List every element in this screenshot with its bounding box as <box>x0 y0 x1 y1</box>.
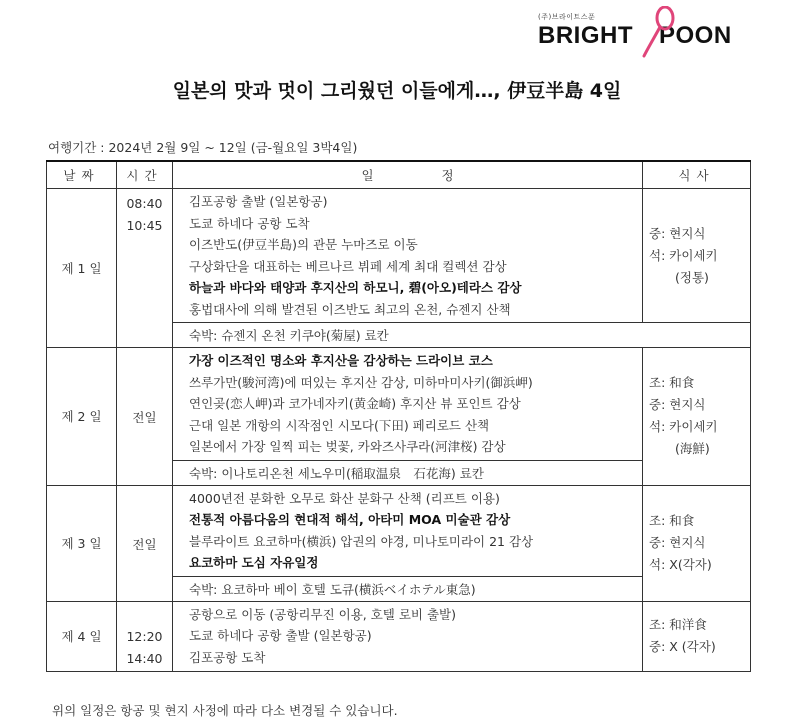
schedule-item: 블루라이트 요코하마(横浜) 압권의 야경, 미나토미라이 21 감상 <box>189 533 534 549</box>
header-meal: 식사 <box>643 161 751 189</box>
meal-item: 조: 和洋食 <box>649 617 707 632</box>
schedule-item: 전통적 아름다움의 현대적 해석, 아타미 MOA 미술관 감상 <box>189 512 511 527</box>
schedule-item: 근대 일본 개항의 시작점인 시모다(下田) 페리로드 산책 <box>189 417 490 433</box>
time-entry: 14:40 <box>126 650 163 666</box>
day-row <box>47 601 751 671</box>
schedule-item: 공항으로 이동 (공항리무진 이용, 호텔 로비 출발) <box>189 606 456 622</box>
brand-wordmark <box>538 22 732 50</box>
itinerary-table <box>46 160 751 672</box>
schedule-item: 도쿄 하네다 공항 도착 <box>189 215 310 231</box>
day-label: 제 1 일 <box>47 189 117 348</box>
meal-item: 조: 和食 <box>649 375 695 391</box>
time-cell <box>117 348 173 486</box>
day-row <box>47 189 751 323</box>
meal-item: 중: 현지식 <box>649 535 706 550</box>
meal-item: 중: X (각자) <box>649 639 716 654</box>
schedule-item: 가장 이즈적인 명소와 후지산을 감상하는 드라이브 코스 <box>189 353 493 368</box>
schedule-item: 쓰루가만(駿河湾)에 떠있는 후지산 감상, 미하마미사키(御浜岬) <box>189 374 533 390</box>
brand-logo <box>538 12 738 58</box>
time-entry: 12:20 <box>126 628 163 644</box>
header-day: 날짜 <box>47 161 117 189</box>
schedule-item: 김포공항 출발 (일본항공) <box>189 194 328 209</box>
day-label: 제 2 일 <box>47 348 117 486</box>
meal-item: 석: 카이세키 <box>649 247 718 263</box>
schedule-item: 요코하마 도심 자유일정 <box>189 555 319 570</box>
schedule-cell <box>173 601 643 671</box>
day-label: 제 3 일 <box>47 485 117 601</box>
schedule-item: 하늘과 바다와 태양과 후지산의 하모니, 碧(아오)테라스 감상 <box>189 280 522 295</box>
meal-item: 조: 和食 <box>649 513 695 528</box>
day-row <box>47 348 751 461</box>
meal-item: 석: X(각자) <box>649 557 712 572</box>
time-entry: 전일 <box>132 409 157 425</box>
schedule-item: 홍법대사에 의해 발견된 이즈반도 최고의 온천, 슈젠지 산책 <box>189 301 511 317</box>
hotel-cell: 숙박: 요코하마 베이 호텔 도큐(横浜ベイホテル東急) <box>173 576 643 601</box>
schedule-item: 4000년전 분화한 오무로 화산 분화구 산책 (리프트 이용) <box>189 490 500 506</box>
meal-cell <box>643 485 751 601</box>
header-schedule-left: 일 <box>361 168 374 183</box>
time-cell <box>117 189 173 348</box>
schedule-item: 일본에서 가장 일찍 피는 벚꽃, 카와즈사쿠라(河津桜) 감상 <box>189 439 506 454</box>
schedule-cell <box>173 485 643 576</box>
time-entry: 전일 <box>132 536 157 552</box>
time-cell <box>117 485 173 601</box>
time-entry: 08:40 <box>126 196 163 211</box>
schedule-item: 구상화단을 대표하는 베르나르 뷔페 세계 최대 컬렉션 감상 <box>189 258 507 274</box>
footnote: 위의 일정은 항공 및 현지 사정에 따라 다소 변경될 수 있습니다. <box>52 703 398 718</box>
brand-name-left: BRIGHT <box>538 22 633 49</box>
time-entry: 10:45 <box>126 218 163 233</box>
schedule-cell <box>173 189 643 323</box>
schedule-item: 이즈반도(伊豆半島)의 관문 누마즈로 이동 <box>189 237 418 252</box>
meal-item: 중: 현지식 <box>649 397 706 413</box>
day-label: 제 4 일 <box>47 601 117 671</box>
day-row <box>47 485 751 576</box>
header-schedule <box>173 161 643 189</box>
schedule-item: 김포공항 도착 <box>189 649 266 665</box>
schedule-item: 연인곶(恋人岬)과 코가네자키(黄金崎) 후지산 뷰 포인트 감상 <box>189 396 521 411</box>
meal-cell <box>643 601 751 671</box>
hotel-cell: 숙박: 슈젠지 온천 키쿠야(菊屋) 료칸 <box>173 323 751 348</box>
page-title: 일본의 맛과 멋이 그리웠던 이들에게…, 伊豆半島 4일 <box>172 80 622 102</box>
hotel-cell: 숙박: 이나토리온천 세노우미(稲取温泉 石花海) 료칸 <box>173 460 643 485</box>
meal-item: 석: 카이세키 <box>649 419 718 435</box>
schedule-item: 도쿄 하네다 공항 출발 (일본항공) <box>189 628 372 644</box>
time-cell <box>117 601 173 671</box>
meal-item: (海鮮) <box>675 441 710 457</box>
travel-period: 여행기간 : 2024년 2월 9일 ~ 12일 (금-월요일 3박4일) <box>48 140 358 155</box>
header-time: 시간 <box>117 161 173 189</box>
brand-name-right: POON <box>659 22 732 49</box>
brand-subtitle: (주)브라이트스푼 <box>538 13 596 21</box>
header-schedule-right: 정 <box>441 168 454 183</box>
spoon-icon <box>638 6 678 58</box>
meal-cell <box>643 189 751 323</box>
meal-item: 중: 현지식 <box>649 225 706 241</box>
meal-cell <box>643 348 751 486</box>
meal-item: (정통) <box>675 269 709 285</box>
schedule-cell <box>173 348 643 461</box>
